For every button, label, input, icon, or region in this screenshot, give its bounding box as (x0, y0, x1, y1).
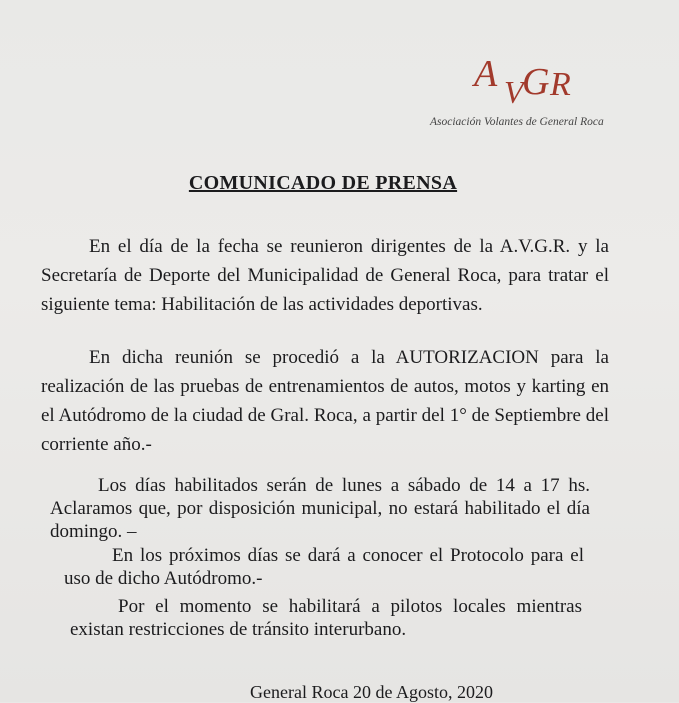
document-title: COMUNICADO DE PRENSA (188, 172, 458, 194)
paragraph-2: En dicha reunión se procedió a la AUTORIZACION para la realización de las pruebas de entrenamientos de autos, motos y karting en el Autódromo de la ciudad de Gral. Roca, a partir del 1° de Septiembre del corriente año.- (41, 347, 609, 455)
logo-letter-v: V (504, 74, 524, 110)
logo-subtitle: Asociación Volantes de General Roca (430, 116, 604, 128)
paragraph-3: Los días habilitados serán de lunes a sábado de 14 a 17 hs. Aclaramos que, por disposición municipal, no estará habilitado el día domingo. – (50, 475, 590, 542)
paragraph-4: En los próximos días se dará a conocer el Protocolo para el uso de dicho Autódromo.- (64, 545, 584, 589)
signature-date-line: General Roca 20 de Agosto, 2020 (250, 682, 493, 702)
logo-letter-g: G (522, 61, 550, 103)
paragraph-1: En el día de la fecha se reunieron dirigentes de la A.V.G.R. y la Secretaría de Deporte del Municipalidad de General Roca, para tratar el siguiente tema: Habilitación de las actividades deportivas. (41, 236, 609, 315)
logo-letter-a: A (474, 53, 498, 95)
logo-letters (474, 52, 584, 112)
logo-letter-r: R (550, 66, 571, 103)
paragraph-5: Por el momento se habilitará a pilotos locales mientras existan restricciones de tránsito interurbano. (70, 596, 582, 640)
avgr-logo (430, 52, 620, 132)
